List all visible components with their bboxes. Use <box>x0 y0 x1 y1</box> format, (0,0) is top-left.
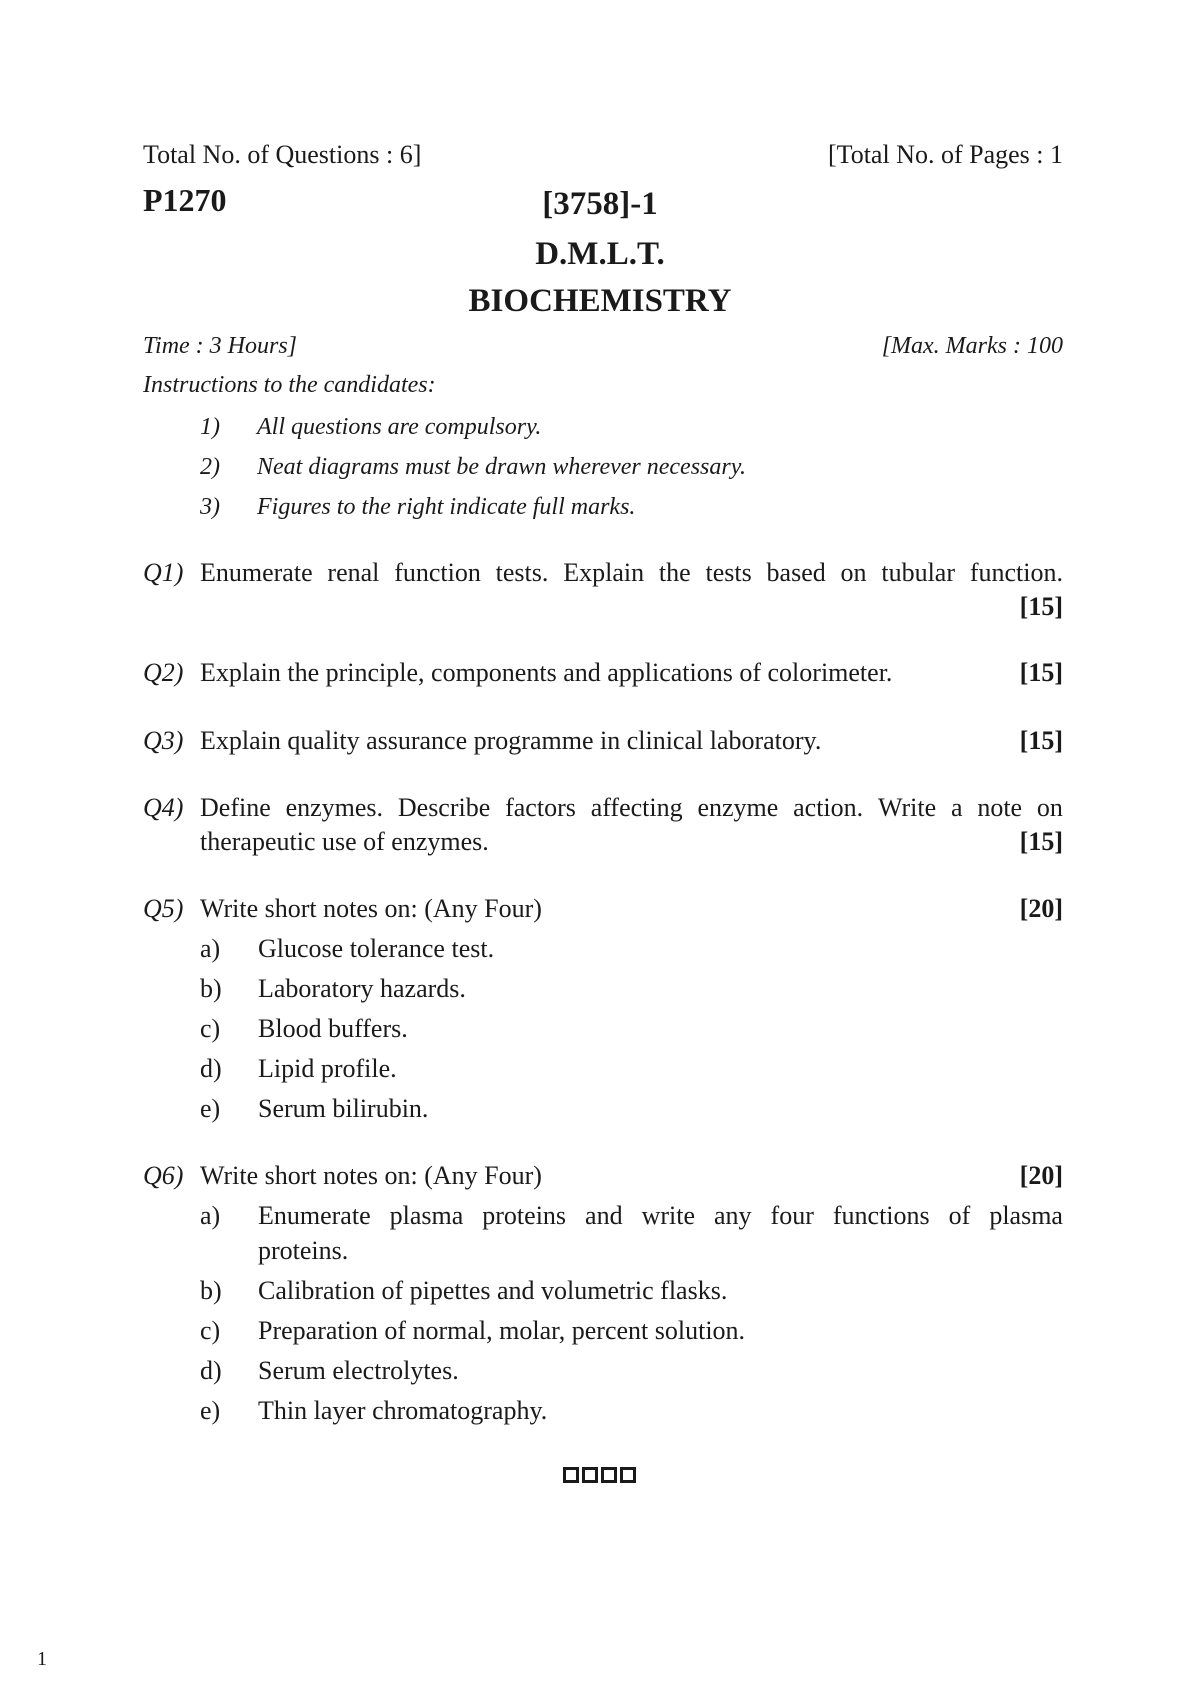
time-allowed: Time : 3 Hours] <box>143 333 298 359</box>
exam-code: [3758]-1 <box>542 186 658 222</box>
page-number: 1 <box>37 1648 47 1670</box>
instruction-number: 2) <box>200 454 220 480</box>
question-text-continued: therapeutic use of enzymes. <box>200 827 489 856</box>
question-marks: [20] <box>1019 894 1063 923</box>
question-text: Write short notes on: (Any Four) <box>200 1161 542 1190</box>
square-icon <box>620 1467 636 1483</box>
sub-question-text: Serum bilirubin. <box>258 1094 429 1123</box>
square-icon <box>601 1467 617 1483</box>
sub-question <box>143 1274 1063 1308</box>
sub-question-letter: a) <box>200 1201 221 1230</box>
sub-question-letter: e) <box>200 1094 221 1123</box>
max-marks: [Max. Marks : 100 <box>881 333 1063 359</box>
question-text: Define enzymes. Describe factors affecting enzyme action. Write a note on <box>200 793 1063 822</box>
course-title: D.M.L.T. <box>535 236 665 272</box>
sub-question-text: Laboratory hazards. <box>258 974 466 1003</box>
sub-question-text: Calibration of pipettes and volumetric flasks. <box>258 1276 728 1305</box>
sub-question <box>143 1012 1063 1046</box>
question-number: Q4) <box>143 793 184 822</box>
question-3 <box>143 724 1063 758</box>
instruction-number: 1) <box>200 414 220 440</box>
sub-question-text: Thin layer chromatography. <box>258 1396 548 1425</box>
sub-question <box>143 1394 1063 1428</box>
sub-question-text: Glucose tolerance test. <box>258 934 495 963</box>
question-text: Enumerate renal function tests. Explain the tests based on tubular function. <box>200 558 1063 587</box>
sub-question-text: Preparation of normal, molar, percent solution. <box>258 1316 746 1345</box>
question-number: Q1) <box>143 558 184 587</box>
sub-question-letter: c) <box>200 1316 221 1345</box>
question-number: Q5) <box>143 894 184 923</box>
question-4-line-2 <box>143 825 1063 859</box>
question-marks: [15] <box>1019 592 1063 621</box>
sub-question <box>143 972 1063 1006</box>
question-2 <box>143 656 1063 690</box>
square-icon <box>582 1467 598 1483</box>
total-pages: [Total No. of Pages : 1 <box>827 140 1063 169</box>
sub-question <box>143 1092 1063 1126</box>
subject-title: BIOCHEMISTRY <box>468 283 732 319</box>
sub-question-letter: a) <box>200 934 221 963</box>
sub-question-text-continued: proteins. <box>258 1236 349 1265</box>
sub-question <box>143 1354 1063 1388</box>
sub-question <box>143 932 1063 966</box>
question-5 <box>143 892 1063 926</box>
question-marks: [15] <box>1019 726 1063 755</box>
question-number: Q2) <box>143 658 184 687</box>
sub-question-letter: d) <box>200 1356 222 1385</box>
sub-question-line-2 <box>143 1234 1063 1268</box>
question-text: Write short notes on: (Any Four) <box>200 894 542 923</box>
total-questions: Total No. of Questions : 6] <box>143 140 422 169</box>
sub-question-text: Enumerate plasma proteins and write any four functions of plasma <box>258 1201 1063 1230</box>
sub-question <box>143 1199 1063 1233</box>
question-text: Explain quality assurance programme in clinical laboratory. <box>200 726 822 755</box>
question-4 <box>143 791 1063 825</box>
sub-question-letter: d) <box>200 1054 222 1083</box>
sub-question-text: Blood buffers. <box>258 1014 408 1043</box>
sub-question-text: Lipid profile. <box>258 1054 397 1083</box>
sub-question-letter: c) <box>200 1014 221 1043</box>
question-marks: [15] <box>1019 827 1063 856</box>
question-text: Explain the principle, components and applications of colorimeter. <box>200 658 893 687</box>
question-marks: [15] <box>1019 658 1063 687</box>
question-6 <box>143 1159 1063 1193</box>
instruction-number: 3) <box>200 494 220 520</box>
sub-question <box>143 1052 1063 1086</box>
question-marks: [20] <box>1019 1161 1063 1190</box>
sub-question-text: Serum electrolytes. <box>258 1356 459 1385</box>
sub-question-letter: b) <box>200 1276 222 1305</box>
paper-code: P1270 <box>143 182 227 218</box>
sub-question <box>143 1314 1063 1348</box>
question-number: Q3) <box>143 726 184 755</box>
instruction-text: All questions are compulsory. <box>257 414 542 440</box>
instructions-heading: Instructions to the candidates: <box>143 372 436 398</box>
square-icon <box>563 1467 579 1483</box>
question-number: Q6) <box>143 1161 184 1190</box>
instruction-text: Figures to the right indicate full marks. <box>257 494 636 520</box>
sub-question-letter: b) <box>200 974 222 1003</box>
end-of-paper-marker <box>563 1467 636 1483</box>
question-1-marks-row <box>143 590 1063 624</box>
sub-question-letter: e) <box>200 1396 221 1425</box>
question-1 <box>143 556 1063 590</box>
instruction-text: Neat diagrams must be drawn wherever necessary. <box>257 454 747 480</box>
